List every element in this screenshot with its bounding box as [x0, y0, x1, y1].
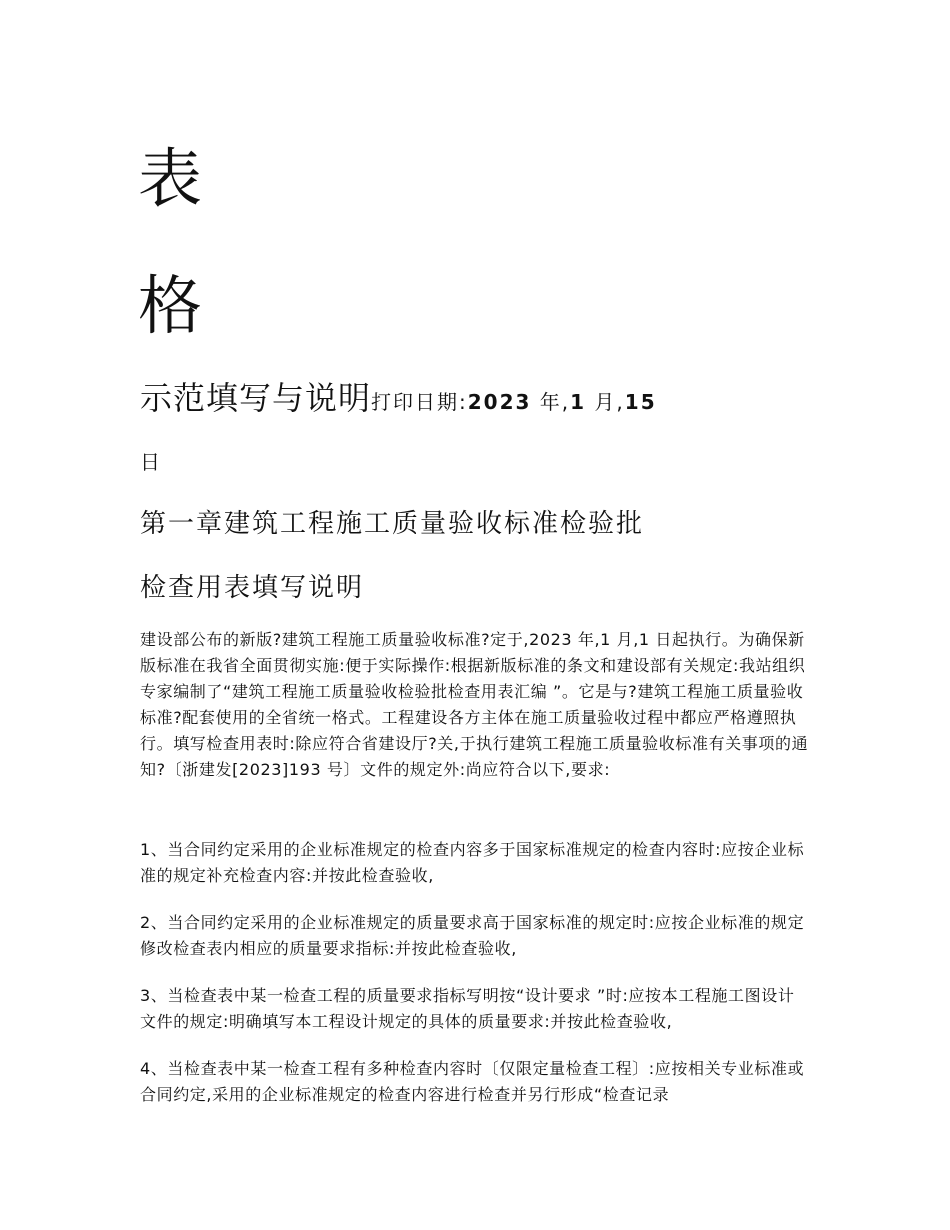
print-date-month-unit: 月,	[586, 390, 625, 414]
title-char-biao: 表	[138, 143, 202, 217]
title-char-ge: 格	[138, 270, 202, 344]
print-date-day: 15	[624, 390, 657, 414]
requirement-item-3: 3、当检查表中某一检查工程的质量要求指标写明按“设计要求 ”时:应按本工程施工图设计文件的规定:明确填写本工程设计规定的具体的质量要求:并按此检查验收,	[140, 986, 795, 1031]
print-date-label: 打印日期:	[371, 390, 468, 414]
print-date-year-unit: 年,	[531, 390, 571, 414]
print-date-month: 1	[570, 390, 587, 414]
document-title-line	[140, 379, 657, 417]
print-date-day-unit: 日	[140, 450, 160, 474]
chapter-heading-line-2: 检查用表填写说明	[140, 573, 365, 603]
chapter-heading-line-1: 第一章建筑工程施工质量验收标准检验批	[140, 509, 645, 539]
requirement-item-2: 2、当合同约定采用的企业标准规定的质量要求高于国家标准的规定时:应按企业标准的规定修改检查表内相应的质量要求指标:并按此检查验收,	[140, 913, 805, 958]
requirement-item-4: 4、当检查表中某一检查工程有多种检查内容时〔仅限定量检查工程〕:应按相关专业标准或合同约定,采用的企业标准规定的检查内容进行检查并另行形成“检查记录	[140, 1059, 805, 1104]
print-date-year: 2023	[467, 390, 532, 414]
intro-paragraph: 建设部公布的新版?建筑工程施工质量验收标准?定于,2023 年,1 月,1 日起执行。为确保新版标准在我省全面贯彻实施:便于实际操作:根据新版标准的条文和建设部有关规定:我站组织专家编制了“建筑工程施工质量验收检验批检查用表汇编 ”。它是与?建筑工程施工质量验收标准?配套使用的全省统一格式。工程建设各方主体在施工质量验收过程中都应严格遵照执行。填写检查用表时:除应符合省建设厅?关,于执行建筑工程施工质量验收标准有关事项的通知?〔浙建发[2023]193 号〕文件的规定外:尚应符合以下,要求:	[140, 630, 809, 779]
print-date	[371, 390, 657, 414]
document-subtitle: 示范填写与说明	[140, 379, 372, 417]
requirement-item-1: 1、当合同约定采用的企业标准规定的检查内容多于国家标准规定的检查内容时:应按企业标准的规定补充检查内容:并按此检查验收,	[140, 840, 805, 885]
